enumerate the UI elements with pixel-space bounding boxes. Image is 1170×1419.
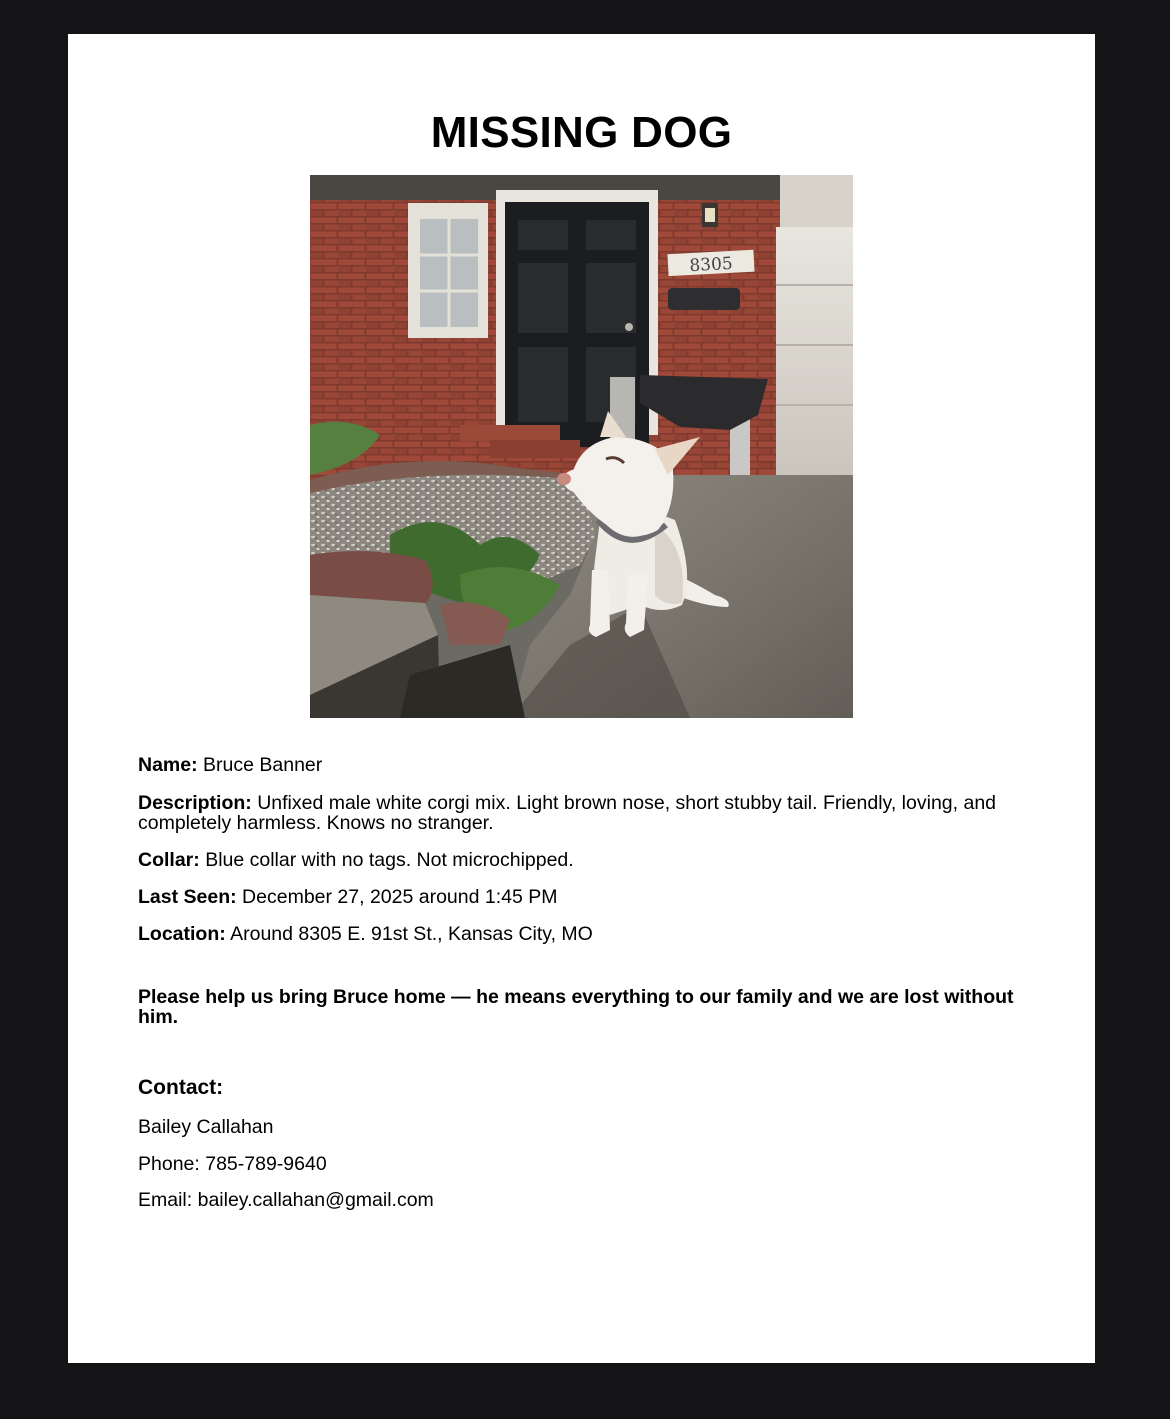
detail-value: Bruce Banner — [203, 754, 323, 776]
flyer-page — [68, 34, 1095, 1363]
detail-name — [138, 755, 1028, 775]
detail-label: Last Seen: — [138, 886, 237, 908]
detail-label: Location: — [138, 923, 226, 945]
contact-heading: Contact: — [138, 1076, 224, 1099]
dog-photo — [310, 175, 853, 718]
detail-value: December 27, 2025 around 1:45 PM — [242, 886, 558, 908]
detail-description — [138, 793, 1028, 833]
plea-text: Please help us bring Bruce home — he means everything to our family and we are lost without him. — [138, 986, 1014, 1028]
page-title: MISSING DOG — [430, 108, 733, 157]
detail-label: Collar: — [138, 849, 200, 871]
contact-phone: Phone: 785-789-9640 — [138, 1153, 327, 1175]
contact-name: Bailey Callahan — [138, 1116, 274, 1138]
house-number-text: 8305 — [688, 253, 734, 277]
detail-last-seen — [138, 887, 1028, 907]
detail-label: Description: — [138, 792, 252, 814]
detail-collar — [138, 850, 1028, 870]
detail-label: Name: — [138, 754, 198, 776]
detail-value: Unfixed male white corgi mix. Light brown nose, short stubby tail. Friendly, loving, and completely harmless. Knows no stranger. — [138, 792, 997, 834]
detail-location — [138, 924, 1028, 944]
contact-email: Email: bailey.callahan@gmail.com — [138, 1189, 434, 1211]
detail-value: Around 8305 E. 91st St., Kansas City, MO — [230, 923, 593, 945]
detail-value: Blue collar with no tags. Not microchipped. — [205, 849, 574, 871]
